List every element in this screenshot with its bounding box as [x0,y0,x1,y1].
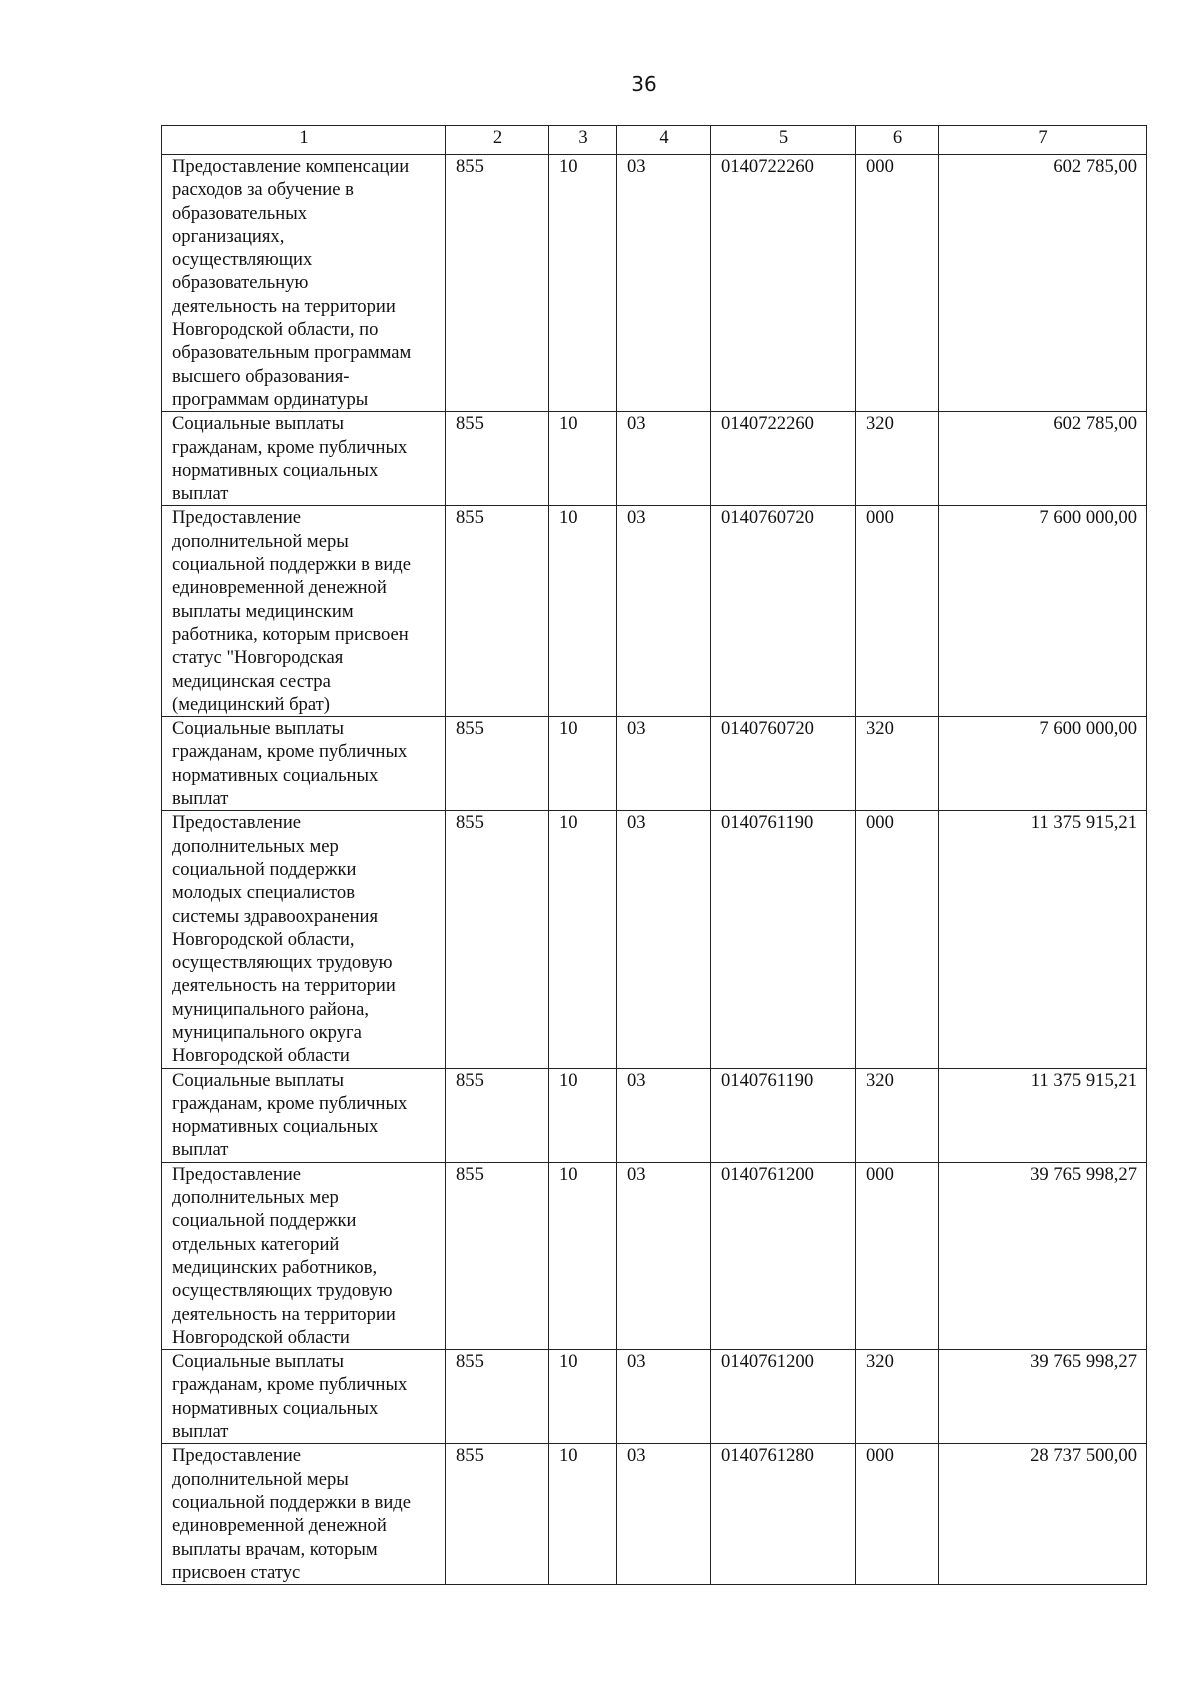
table-row [162,811,1147,1068]
row-description: Предоставление дополнительной меры социальной поддержки в виде единовременной денежной выплаты медицинским работника, которым присвоен статус "Новгородская медицинская сестра (медицинский брат) [162,506,446,717]
table-row [162,717,1147,811]
target-article-code: 0140760720 [711,717,856,811]
amount-value: 7 600 000,00 [939,717,1147,811]
amount-value: 11 375 915,21 [939,811,1147,1068]
subsection-code: 03 [617,1444,711,1585]
ministry-code: 855 [446,506,549,717]
target-article-code: 0140761190 [711,1068,856,1162]
table-header-row [162,126,1147,155]
expense-type-code: 320 [856,717,939,811]
expense-type-code: 000 [856,811,939,1068]
column-header-7: 7 [939,126,1147,155]
row-description: Предоставление дополнительных мер социальной поддержки молодых специалистов системы здравоохранения Новгородской области, осуществляющих трудовую деятельность на территории муниципального района, муниципального округа Новгородской области [162,811,446,1068]
amount-value: 39 765 998,27 [939,1162,1147,1349]
amount-value: 39 765 998,27 [939,1350,1147,1444]
row-description: Социальные выплаты гражданам, кроме публичных нормативных социальных выплат [162,1350,446,1444]
table-row [162,1068,1147,1162]
row-description: Предоставление компенсации расходов за обучение в образовательных организациях, осуществляющих образовательную деятельность на территории Новгородской области, по образовательным программам высшего образования- программам ординатуры [162,155,446,412]
target-article-code: 0140761280 [711,1444,856,1585]
subsection-code: 03 [617,1068,711,1162]
ministry-code: 855 [446,412,549,506]
row-description: Предоставление дополнительной меры социальной поддержки в виде единовременной денежной выплаты врачам, которым присвоен статус [162,1444,446,1585]
section-code: 10 [549,1350,617,1444]
column-header-6: 6 [856,126,939,155]
page-number: 36 [631,72,657,96]
row-description: Предоставление дополнительных мер социальной поддержки отдельных категорий медицинских работников, осуществляющих трудовую деятельность на территории Новгородской области [162,1162,446,1349]
column-header-3: 3 [549,126,617,155]
column-header-4: 4 [617,126,711,155]
subsection-code: 03 [617,155,711,412]
ministry-code: 855 [446,1068,549,1162]
table-row [162,1350,1147,1444]
amount-value: 11 375 915,21 [939,1068,1147,1162]
amount-value: 602 785,00 [939,155,1147,412]
expense-type-code: 000 [856,155,939,412]
row-description: Социальные выплаты гражданам, кроме публичных нормативных социальных выплат [162,717,446,811]
ministry-code: 855 [446,155,549,412]
row-description: Социальные выплаты гражданам, кроме публичных нормативных социальных выплат [162,1068,446,1162]
section-code: 10 [549,811,617,1068]
ministry-code: 855 [446,1350,549,1444]
table-row [162,1162,1147,1349]
section-code: 10 [549,412,617,506]
ministry-code: 855 [446,717,549,811]
ministry-code: 855 [446,1444,549,1585]
ministry-code: 855 [446,811,549,1068]
table-row [162,506,1147,717]
target-article-code: 0140761200 [711,1350,856,1444]
target-article-code: 0140722260 [711,412,856,506]
table-row [162,412,1147,506]
target-article-code: 0140760720 [711,506,856,717]
expense-type-code: 320 [856,412,939,506]
amount-value: 28 737 500,00 [939,1444,1147,1585]
table-row [162,1444,1147,1585]
expense-type-code: 000 [856,506,939,717]
amount-value: 7 600 000,00 [939,506,1147,717]
section-code: 10 [549,155,617,412]
section-code: 10 [549,1444,617,1585]
budget-table [161,125,1147,1585]
amount-value: 602 785,00 [939,412,1147,506]
ministry-code: 855 [446,1162,549,1349]
subsection-code: 03 [617,412,711,506]
subsection-code: 03 [617,717,711,811]
table-row [162,155,1147,412]
row-description: Социальные выплаты гражданам, кроме публичных нормативных социальных выплат [162,412,446,506]
section-code: 10 [549,506,617,717]
column-header-1: 1 [162,126,446,155]
expense-type-code: 320 [856,1068,939,1162]
subsection-code: 03 [617,811,711,1068]
section-code: 10 [549,1068,617,1162]
section-code: 10 [549,1162,617,1349]
table-body [162,155,1147,1585]
section-code: 10 [549,717,617,811]
subsection-code: 03 [617,1350,711,1444]
target-article-code: 0140761190 [711,811,856,1068]
target-article-code: 0140761200 [711,1162,856,1349]
expense-type-code: 000 [856,1162,939,1349]
column-header-5: 5 [711,126,856,155]
column-header-2: 2 [446,126,549,155]
subsection-code: 03 [617,506,711,717]
subsection-code: 03 [617,1162,711,1349]
expense-type-code: 320 [856,1350,939,1444]
expense-type-code: 000 [856,1444,939,1585]
target-article-code: 0140722260 [711,155,856,412]
